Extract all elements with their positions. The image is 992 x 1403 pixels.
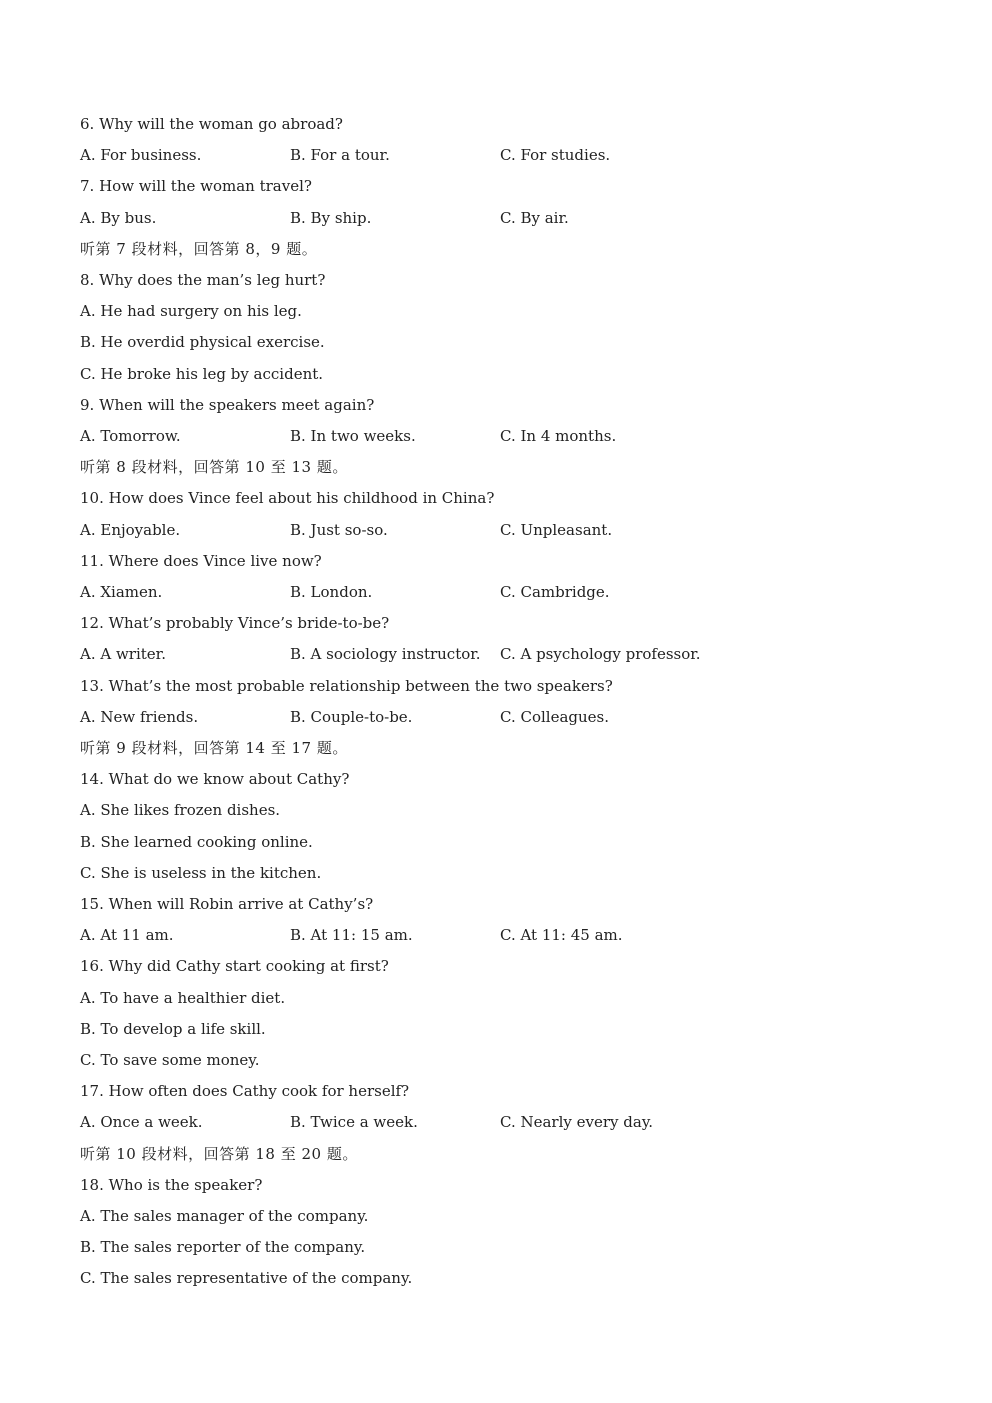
q17-option-b: B. Twice a week. <box>290 1113 418 1131</box>
question-9-stem: 9. When will the speakers meet again? <box>80 396 375 414</box>
question-17-options <box>80 1111 880 1133</box>
question-10-options <box>80 519 880 541</box>
question-14-stem: 14. What do we know about Cathy? <box>80 770 350 788</box>
q11-option-c: C. Cambridge. <box>500 583 610 601</box>
question-17-stem: 17. How often does Cathy cook for herself? <box>80 1082 410 1100</box>
q13-option-c: C. Colleagues. <box>500 708 610 726</box>
q15-option-b: B. At 11: 15 am. <box>290 926 413 944</box>
q6-option-a: A. For business. <box>80 146 202 164</box>
q13-option-a: A. New friends. <box>80 708 199 726</box>
q15-option-a: A. At 11 am. <box>80 926 174 944</box>
q7-option-b: B. By ship. <box>290 209 372 227</box>
question-6-stem: 6. Why will the woman go abroad? <box>80 115 343 133</box>
q18-option-b: B. The sales reporter of the company. <box>80 1238 366 1256</box>
q13-option-b: B. Couple-to-be. <box>290 708 413 726</box>
q11-option-a: A. Xiamen. <box>80 583 163 601</box>
q6-option-b: B. For a tour. <box>290 146 390 164</box>
q10-option-b: B. Just so-so. <box>290 521 388 539</box>
q16-option-c: C. To save some money. <box>80 1051 260 1069</box>
question-12-stem: 12. What’s probably Vince’s bride-to-be? <box>80 614 390 632</box>
question-13-options <box>80 706 880 728</box>
q14-option-a: A. She likes frozen dishes. <box>80 801 281 819</box>
q8-option-c: C. He broke his leg by accident. <box>80 365 324 383</box>
question-9-options <box>80 425 880 447</box>
q17-option-a: A. Once a week. <box>80 1113 203 1131</box>
question-15-stem: 15. When will Robin arrive at Cathy’s? <box>80 895 374 913</box>
q16-option-b: B. To develop a life skill. <box>80 1020 266 1038</box>
question-12-options <box>80 643 880 665</box>
question-15-options <box>80 924 880 946</box>
question-11-options <box>80 581 880 603</box>
q12-option-a: A. A writer. <box>80 645 166 663</box>
q9-option-c: C. In 4 months. <box>500 427 617 445</box>
q14-option-c: C. She is useless in the kitchen. <box>80 864 322 882</box>
question-7-stem: 7. How will the woman travel? <box>80 177 312 195</box>
question-13-stem: 13. What’s the most probable relationship between the two speakers? <box>80 677 613 695</box>
q16-option-a: A. To have a healthier diet. <box>80 989 286 1007</box>
question-6-options <box>80 144 880 166</box>
q11-option-b: B. London. <box>290 583 373 601</box>
q10-option-c: C. Unpleasant. <box>500 521 613 539</box>
question-8-stem: 8. Why does the man’s leg hurt? <box>80 271 326 289</box>
q8-option-b: B. He overdid physical exercise. <box>80 333 325 351</box>
question-11-stem: 11. Where does Vince live now? <box>80 552 322 570</box>
section-9-heading: 听第 9 段材料，回答第 14 至 17 题。 <box>80 739 348 757</box>
q7-option-c: C. By air. <box>500 209 569 227</box>
section-7-heading: 听第 7 段材料，回答第 8，9 题。 <box>80 240 318 258</box>
q12-option-b: B. A sociology instructor. <box>290 645 481 663</box>
q17-option-c: C. Nearly every day. <box>500 1113 654 1131</box>
q10-option-a: A. Enjoyable. <box>80 521 181 539</box>
section-10-heading: 听第 10 段材料，回答第 18 至 20 题。 <box>80 1145 358 1163</box>
q9-option-a: A. Tomorrow. <box>80 427 181 445</box>
section-8-heading: 听第 8 段材料，回答第 10 至 13 题。 <box>80 458 348 476</box>
q18-option-a: A. The sales manager of the company. <box>80 1207 369 1225</box>
q7-option-a: A. By bus. <box>80 209 157 227</box>
question-10-stem: 10. How does Vince feel about his childhood in China? <box>80 489 495 507</box>
q15-option-c: C. At 11: 45 am. <box>500 926 623 944</box>
q8-option-a: A. He had surgery on his leg. <box>80 302 302 320</box>
q6-option-c: C. For studies. <box>500 146 611 164</box>
question-7-options <box>80 207 880 229</box>
q9-option-b: B. In two weeks. <box>290 427 416 445</box>
q18-option-c: C. The sales representative of the company. <box>80 1269 413 1287</box>
q12-option-c: C. A psychology professor. <box>500 645 701 663</box>
question-16-stem: 16. Why did Cathy start cooking at first? <box>80 957 389 975</box>
question-18-stem: 18. Who is the speaker? <box>80 1176 263 1194</box>
q14-option-b: B. She learned cooking online. <box>80 833 313 851</box>
